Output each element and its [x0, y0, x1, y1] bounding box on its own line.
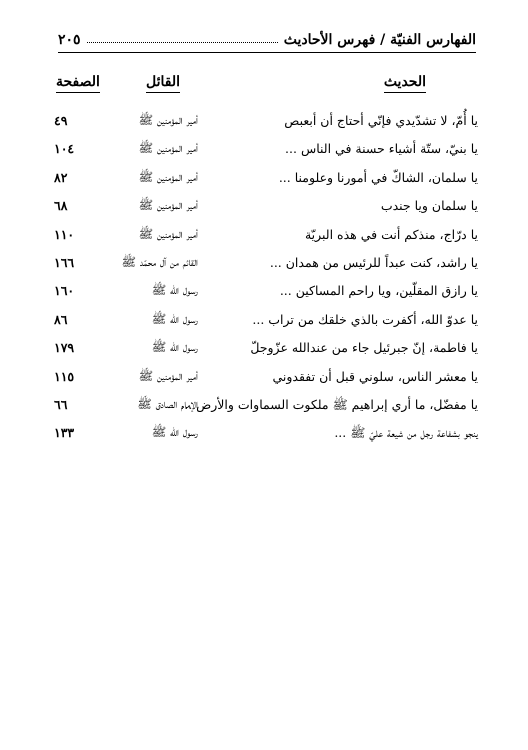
index-row: [0, 113, 528, 141]
page-ref: ٨٢: [54, 169, 68, 185]
index-row: [0, 170, 528, 198]
hadith-text: يا درّاج، منذكم أنت في هذه البريّة: [304, 226, 478, 242]
speaker-name: أمير المؤمنين ﷺ: [138, 226, 198, 241]
column-header-page: الصفحة: [56, 74, 100, 93]
hadith-text: يا فاطمة، إنّ جبرئيل جاء من عندالله عزّوجلّ: [250, 340, 478, 356]
page-ref: ١٧٩: [54, 340, 75, 356]
speaker-name: رسول الله ﷺ: [151, 311, 198, 326]
page-number: ٢٠٥: [58, 32, 81, 48]
index-row: [0, 227, 528, 255]
hadith-text: يا مفضّل، ما أري إبراهيم ﷺ ملكوت السماوات والأرض ...: [180, 396, 478, 412]
page-ref: ١٦٦: [54, 254, 75, 270]
column-header-hadith: الحديث: [384, 74, 426, 93]
speaker-name: الإمام الصادق ﷺ: [137, 396, 198, 411]
page-ref: ١٠٤: [54, 141, 75, 157]
hadith-text: يا بنيّ، ستّة أشياء حسنة في الناس ...: [285, 141, 478, 157]
index-row: [0, 369, 528, 397]
speaker-name: أمير المؤمنين ﷺ: [138, 141, 198, 156]
page-ref: ٨٦: [54, 311, 68, 327]
running-title: الفهارس الفنيّة / فهرس الأحاديث: [283, 32, 476, 48]
hadith-text: يا عدوّ الله، أكفرت بالذي خلقك من تراب ...: [252, 311, 478, 327]
running-header: [58, 28, 476, 53]
hadith-text: يا سلمان، الشاكّ في أمورنا وعلومنا ...: [278, 169, 478, 185]
hadith-text: يا رازق المقلّين، ويا راحم المساكين ...: [279, 283, 478, 299]
speaker-name: أمير المؤمنين ﷺ: [138, 198, 198, 213]
page-ref: ١٦٠: [54, 283, 75, 299]
hadith-text: ينجو بشفاعة رجل من شيعة عليّ ﷺ ...: [334, 425, 478, 441]
column-header-speaker: القائل: [146, 74, 180, 93]
index-row: [0, 312, 528, 340]
dotted-leader: [87, 42, 278, 43]
speaker-name: رسول الله ﷺ: [151, 425, 198, 440]
speaker-name: رسول الله ﷺ: [151, 283, 198, 298]
speaker-name: أمير المؤمنين ﷺ: [138, 169, 198, 184]
hadith-text: يا راشد، كنت عبداً للرئيس من همدان ...: [269, 254, 478, 270]
speaker-name: أمير المؤمنين ﷺ: [138, 368, 198, 383]
page-ref: ١١٥: [54, 368, 75, 384]
index-row: [0, 255, 528, 283]
hadith-text: يا سلمان ويا جندب: [380, 198, 478, 214]
page-ref: ٦٦: [54, 396, 68, 412]
page-ref: ١١٠: [54, 226, 75, 242]
page-ref: ٤٩: [54, 113, 68, 128]
index-row: [0, 397, 528, 425]
index-row: [0, 198, 528, 226]
speaker-name: القائم من آل محمّد ﷺ: [121, 254, 198, 269]
index-row: [0, 283, 528, 311]
hadith-text: يا معشر الناس، سلوني قبل أن تفقدوني: [272, 368, 478, 384]
page-ref: ١٣٣: [54, 425, 75, 441]
index-row: [0, 425, 528, 453]
speaker-name: أمير المؤمنين ﷺ: [138, 113, 198, 127]
index-row: [0, 340, 528, 368]
hadith-index-list: [0, 113, 528, 454]
speaker-name: رسول الله ﷺ: [151, 340, 198, 355]
page-ref: ٦٨: [54, 198, 68, 214]
hadith-text: يا أُمّ، لا تشدّيدي فإنّي أحتاج أن أبعبص: [284, 113, 478, 128]
index-row: [0, 141, 528, 169]
